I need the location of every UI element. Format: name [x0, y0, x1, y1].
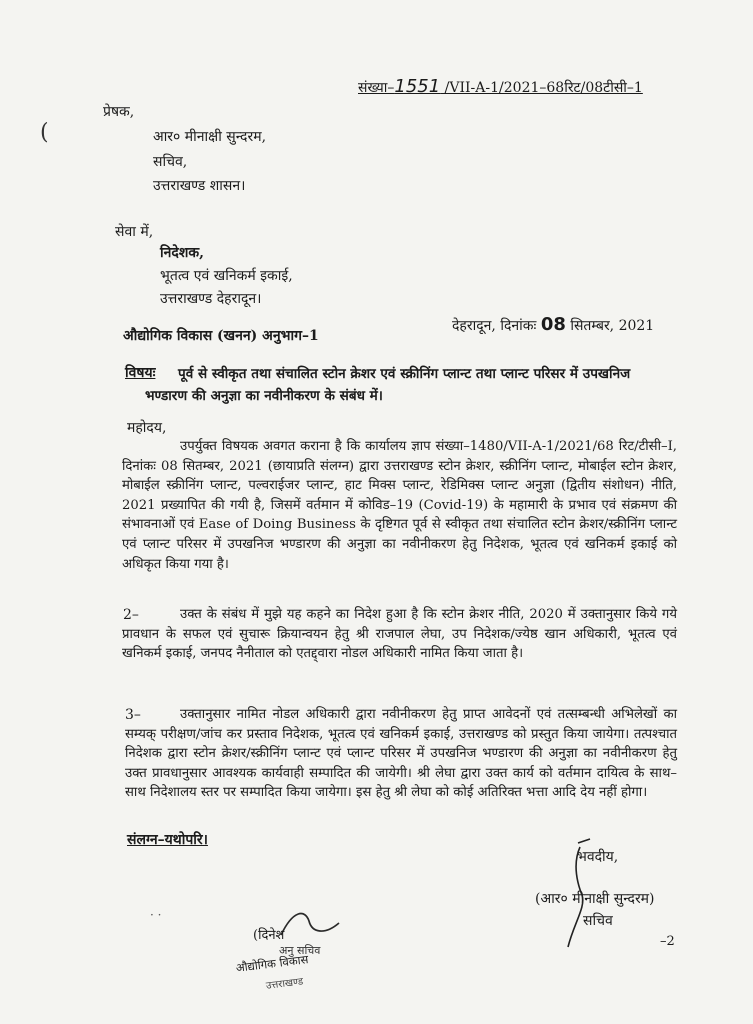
salutation: महोदय, — [127, 420, 167, 436]
sender-label: प्रेषक, — [103, 104, 135, 120]
stamp-designation: अनु सचिव — [279, 944, 321, 957]
section-name: औद्योगिक विकास (खनन) अनुभाग–1 — [123, 328, 319, 344]
recipient-title: निदेशक, — [160, 245, 204, 261]
stamp-dept: औद्योगिक विकास — [235, 952, 310, 975]
margin-dots: · · — [150, 908, 162, 922]
margin-mark: ( — [40, 120, 49, 145]
secretary-signature — [560, 835, 630, 955]
paragraph-1: उपर्युक्त विषयक अवगत कराना है कि कार्यालय ज्ञाप संख्या–1480/VII-A-1/2021/68 रिट/टीसी–I, दिनांकः 08 सितम्बर, 2021 (छायाप्रति संलग्न) द्वारा उत्तराखण्ड स्टोन क्रेशर, स्क्रीनिंग प्लान्ट, मोबाईल स्टोन क्रेशर, मोबाईल स्क्रीनिंग प्लान्ट, पल्वराईजर प्लान्ट, हाट मिक्स प्लान्ट, रेडिमिक्स प्लान्ट अनुज्ञा (द्वितीय संशोधन) नीति, 2021 प्रख्यापित की गयी है, जिसमें वर्तमान में कोविड–19 (Covid-19) के महामारी के प्रभाव एवं संक्रमण की संभावनाओं एवं Ease of Doing Business के दृष्टिगत पूर्व से स्वीकृत तथा संचालित स्टोन क्रेशर/स्क्रीनिंग प्लान्ट एवं प्लान्ट परिसर में उपखनिज भण्डारण की अनुज्ञा का नवीनीकरण हेतु निदेशक, भूतत्व एवं खनिकर्म इकाई को अधिकृत किया गया है। — [122, 439, 677, 572]
recipient-location: उत्तराखण्ड देहरादून। — [160, 291, 262, 307]
closing-name: (आर० मीनाक्षी सुन्दरम) — [535, 891, 655, 907]
date-line: देहरादून, दिनांकः 08 सितम्बर, 2021 — [452, 314, 655, 335]
paragraph-3: उक्तानुसार नामित नोडल अधिकारी द्वारा नवीनीकरण हेतु प्राप्त आवेदनों एवं तत्सम्बन्धी अभिलेखों का सम्यक् परीक्षण/जांच कर प्रस्ताव निदेशक, भूतत्व एवं खनिकर्म इकाई, उत्तराखण्ड को प्रस्तुत किया जायेगा। तत्पश्चात निदेशक द्वारा स्टोन क्रेशर/स्क्रीनिंग प्लान्ट एवं प्लान्ट परिसर में उपखनिज भण्डारण की अनुज्ञा का नवीनीकरण हेतु उक्त प्रावधानुसार आवश्यक कार्यवाही सम्पादित की जायेगी। श्री लेघा द्वारा उक्त कार्य को वर्तमान दायित्व के साथ–साथ निदेशालय स्तर पर सम्पादित किया जायेगा। इस हेतु श्री लेघा को कोई अतिरिक्त भत्ता आदि देय नहीं होगा। — [125, 707, 677, 801]
page-marker: –2 — [660, 934, 675, 949]
subject-line-1: पूर्व से स्वीकृत तथा संचालित स्टोन क्रेशर एवं स्क्रीनिंग प्लान्ट तथा प्लान्ट परिसर में उपखनिज — [178, 366, 631, 382]
closing-greeting: भवदीय, — [577, 849, 619, 865]
sender-office: उत्तराखण्ड शासन। — [153, 178, 246, 194]
sender-name: आर० मीनाक्षी सुन्दरम, — [153, 129, 267, 145]
stamp-place: उत्तराखण्ड — [265, 976, 304, 992]
paragraph-3-number: 3– — [125, 707, 141, 723]
paragraph-2-number: 2– — [123, 607, 139, 623]
subject-line-2: भण्डारण की अनुज्ञा का नवीनीकरण के संबंध में। — [145, 388, 383, 404]
reference-number: संख्या–1551 /VII-A-1/2021–68रिट/08टीसी–1 — [358, 76, 643, 97]
paragraph-2: उक्त के संबंध में मुझे यह कहने का निदेश हुआ है कि स्टोन क्रेशर नीति, 2020 में उक्तानुसार किये गये प्रावधान के सफल एवं सुचारू क्रियान्वयन हेतु श्री राजपाल लेघा, उप निदेशक/ज्येष्ठ खान अधिकारी, भूतत्व एवं खनिकर्म इकाई, जनपद नैनीताल को एतद्द्वारा नोडल अधिकारी नामित किया जाता है। — [122, 607, 677, 662]
undersecretary-signature — [275, 905, 345, 945]
enclosure-note: संलग्न–यथोपरि। — [127, 832, 208, 848]
subject-label: विषयः — [125, 365, 156, 381]
recipient-dept: भूतत्व एवं खनिकर्म इकाई, — [160, 268, 293, 284]
recipient-label: सेवा में, — [115, 224, 154, 240]
stamp-name: (दिनेश — [253, 928, 285, 943]
sender-designation: सचिव, — [153, 154, 188, 170]
closing-designation: सचिव — [583, 913, 613, 929]
undersecretary-stamp — [235, 905, 365, 1005]
